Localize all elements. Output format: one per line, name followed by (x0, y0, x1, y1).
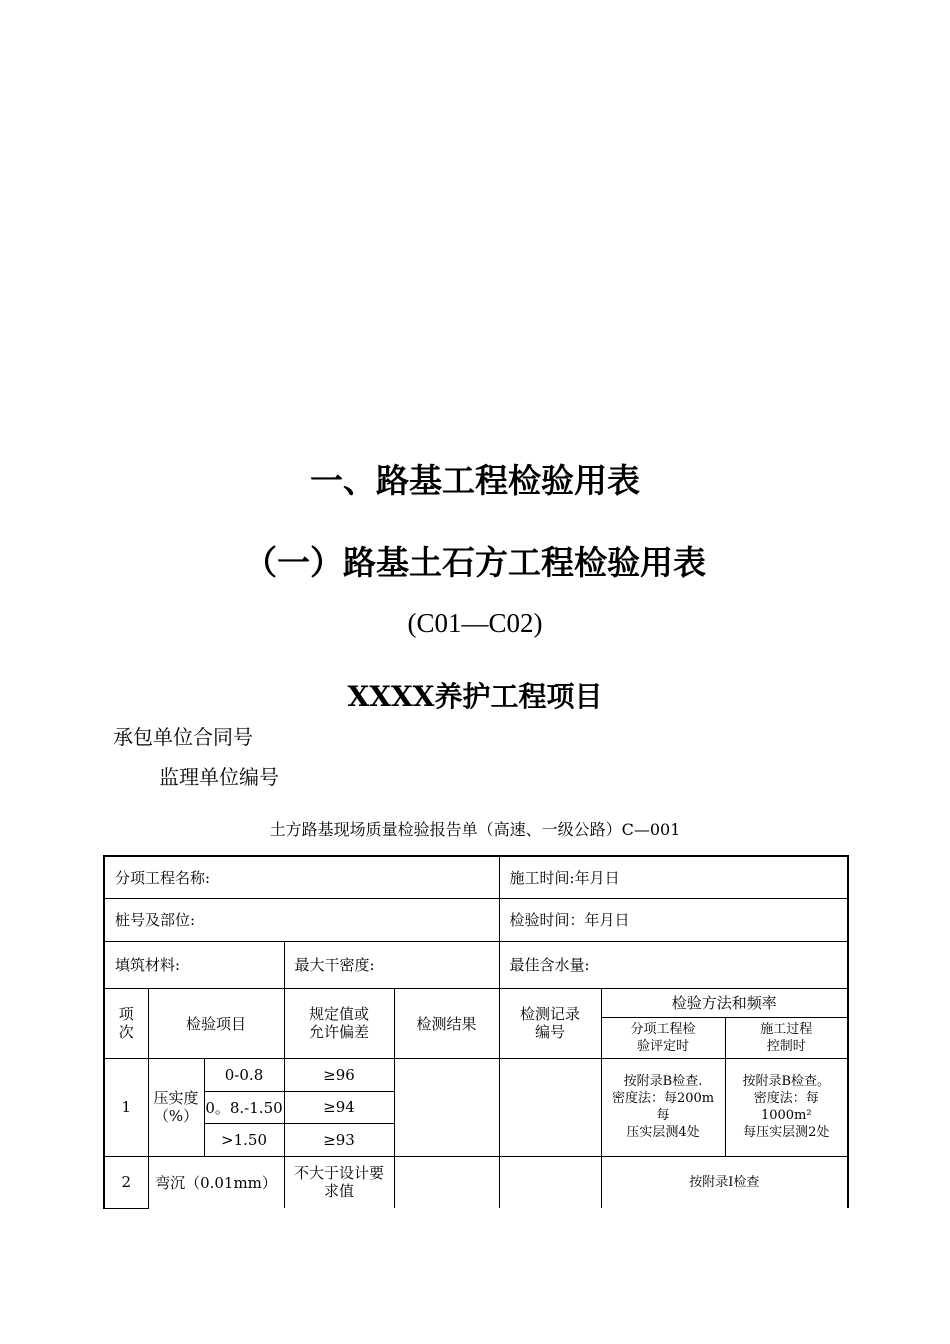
header-sub-eval-line1: 分项工程检 (630, 1021, 696, 1037)
inspection-time-cell: 检验时间：年月日 (499, 898, 848, 941)
row2-result (394, 1156, 499, 1208)
row2-spec-line2: 求值 (323, 1182, 354, 1201)
header-item-no-char2: 次 (118, 1023, 134, 1041)
header-spec-line2: 允许偏差 (308, 1023, 369, 1041)
row1-method-eval-l1: 按附录B检查. (623, 1074, 703, 1089)
row1-method-ctrl (725, 1058, 848, 1156)
row1-spec-1: ≥96 (284, 1058, 394, 1091)
row1-method-ctrl-l2: 密度法：每1000m² (753, 1091, 819, 1123)
header-method: 检验方法和频率 (601, 988, 848, 1017)
row1-range-3: >1.50 (204, 1123, 284, 1156)
header-record-no (499, 988, 601, 1058)
header-item-no-char1: 项 (118, 1005, 134, 1023)
header-item: 检验项目 (148, 988, 284, 1058)
header-process-ctrl-line1: 施工过程 (760, 1021, 813, 1037)
row2-spec-line1: 不大于设计要 (293, 1164, 384, 1183)
form-caption: 土方路基现场质量检验报告单（高速、一级公路）C—001 (269, 820, 681, 839)
optimum-moisture-cell: 最佳含水量: (499, 941, 848, 988)
row1-method-ctrl-l1: 按附录B检查。 (742, 1074, 831, 1089)
max-dry-density-cell: 最大干密度: (284, 941, 499, 988)
row2-item: 弯沉（0.01mm） (148, 1156, 284, 1208)
row1-result (394, 1058, 499, 1156)
inspection-report-table (103, 855, 849, 1209)
row1-record-no (499, 1058, 601, 1156)
row1-item (148, 1058, 204, 1156)
row1-item-line2: （%） (153, 1107, 199, 1125)
row1-spec-3: ≥93 (284, 1123, 394, 1156)
header-process-ctrl-line2: 控制时 (766, 1038, 806, 1054)
header-sub-eval (601, 1017, 725, 1058)
header-result: 检测结果 (394, 988, 499, 1058)
station-cell: 桩号及部位: (104, 898, 499, 941)
header-record-line1: 检测记录 (520, 1005, 581, 1023)
row2-spec (284, 1156, 394, 1208)
fill-material-cell: 填筑材料: (104, 941, 284, 988)
row1-spec-2: ≥94 (284, 1091, 394, 1123)
header-sub-eval-line2: 验评定时 (637, 1038, 690, 1054)
construction-time-cell: 施工时间:年月日 (499, 856, 848, 898)
row1-no: 1 (104, 1058, 148, 1156)
row1-range-2: 0。8.-1.50 (204, 1091, 284, 1123)
header-spec-line1: 规定值或 (308, 1005, 369, 1023)
row1-range-1: 0-0.8 (204, 1058, 284, 1091)
row2-no: 2 (104, 1156, 148, 1208)
form-code-range: (C01—C02) (407, 608, 543, 638)
section-title: （一）路基土石方工程检验用表 (244, 543, 706, 582)
supervisor-number-label: 监理单位编号 (159, 765, 279, 789)
header-item-no (104, 988, 148, 1058)
row1-item-line1: 压实度 (153, 1089, 199, 1107)
row1-method-eval (601, 1058, 725, 1156)
header-spec (284, 988, 394, 1058)
contractor-contract-label: 承包单位合同号 (113, 725, 253, 749)
row1-method-eval-l2: 密度法：每200m每 (611, 1091, 715, 1123)
row2-record-no (499, 1156, 601, 1208)
row1-method-eval-l3: 压实层测4处 (626, 1125, 700, 1140)
row1-method-ctrl-l3: 每压实层测2处 (743, 1125, 830, 1140)
project-name: XXXX养护工程项目 (347, 680, 603, 713)
header-record-line2: 编号 (535, 1023, 566, 1041)
header-process-ctrl (725, 1017, 848, 1058)
subproject-name-cell: 分项工程名称: (104, 856, 499, 898)
row2-method: 按附录I检查 (601, 1156, 848, 1208)
main-title: 一、路基工程检验用表 (310, 461, 640, 500)
